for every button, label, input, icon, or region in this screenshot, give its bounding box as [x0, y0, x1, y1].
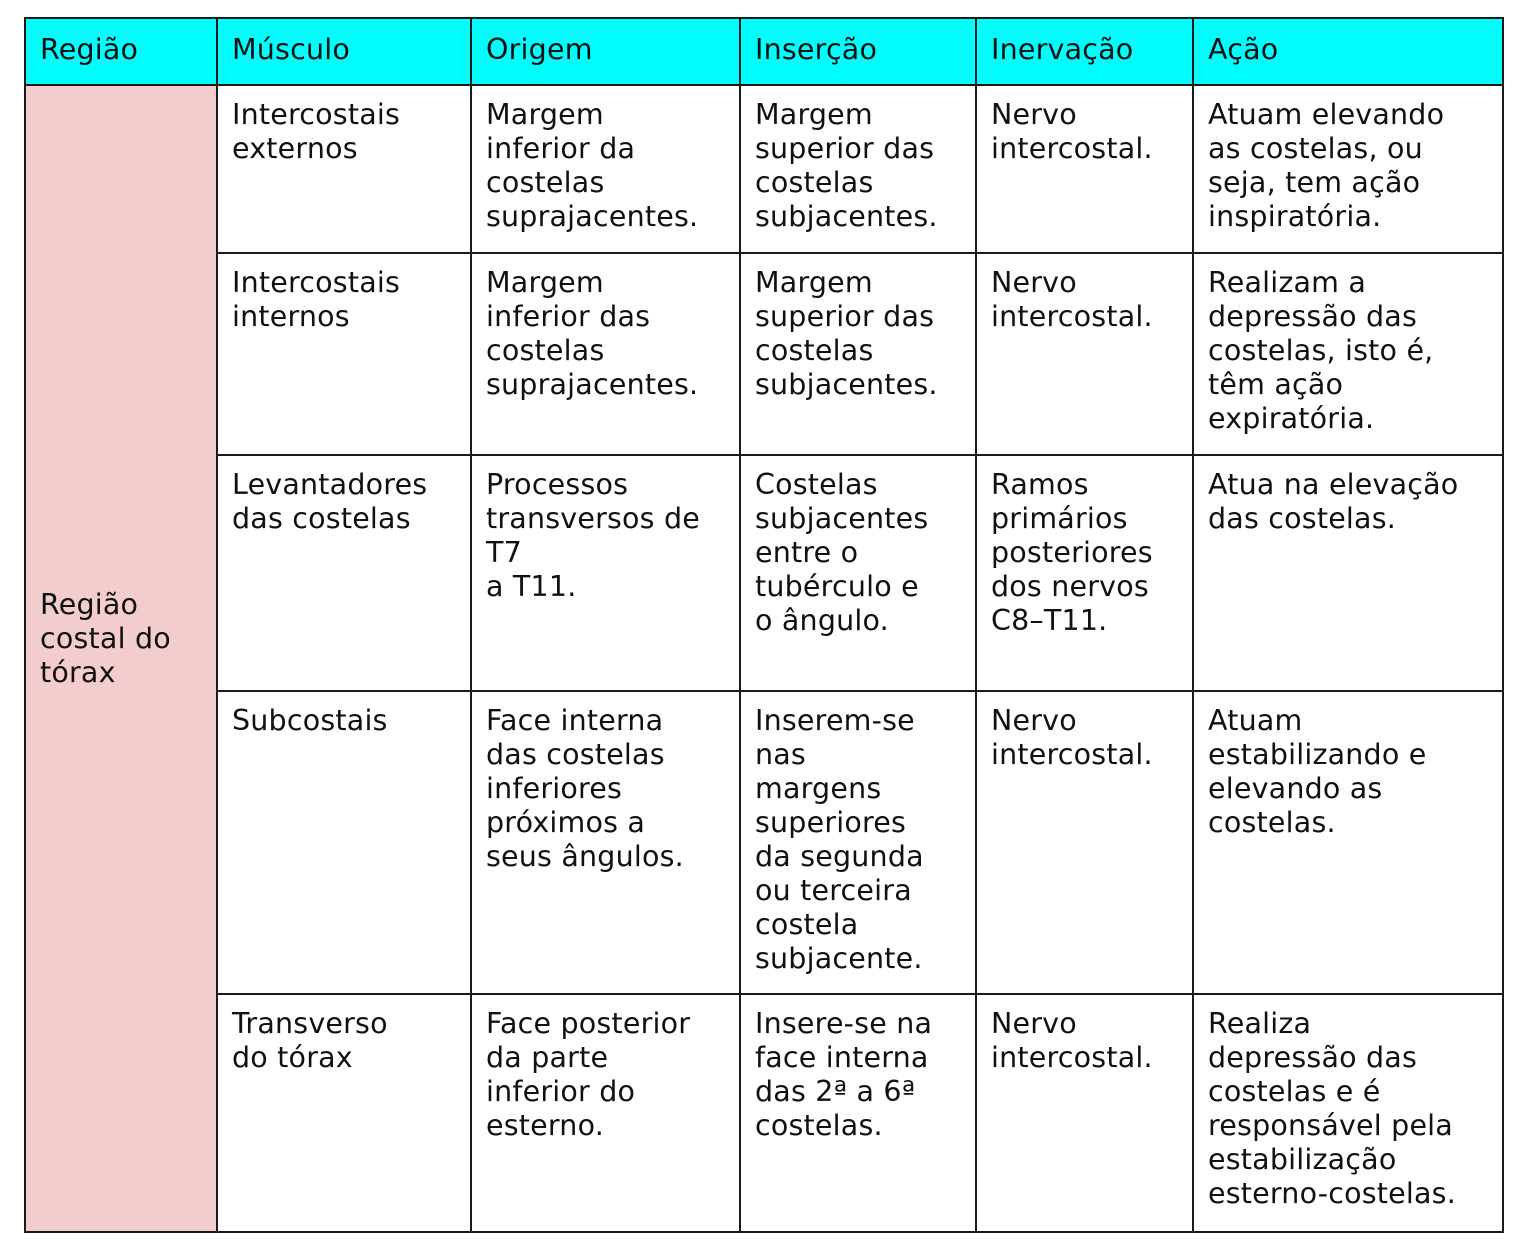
header-insercao: Inserção: [740, 18, 976, 85]
table-row: [25, 691, 1503, 994]
header-row: [25, 18, 1503, 85]
cell-musculo: Levantadores das costelas: [217, 455, 471, 691]
header-origem: Origem: [471, 18, 740, 85]
cell-inervacao: Nervo intercostal.: [976, 691, 1193, 994]
cell-acao: Atuam estabilizando e elevando as costelas.: [1193, 691, 1503, 994]
cell-musculo: Intercostais externos: [217, 85, 471, 253]
table-body: [25, 85, 1503, 1232]
cell-inervacao: Nervo intercostal.: [976, 994, 1193, 1232]
cell-origem: Processos transversos de T7 a T11.: [471, 455, 740, 691]
region-cell: [25, 85, 217, 1232]
cell-origem: Margem inferior da costelas suprajacentes.: [471, 85, 740, 253]
cell-origem: Face posterior da parte inferior do esterno.: [471, 994, 740, 1232]
region-label: Região costal do tórax: [40, 587, 171, 689]
table-row: [25, 455, 1503, 691]
cell-insercao: Inserem-se nas margens superiores da segunda ou terceira costela subjacente.: [740, 691, 976, 994]
cell-inervacao: Ramos primários posteriores dos nervos C8–T11.: [976, 455, 1193, 691]
table-row: [25, 85, 1503, 253]
cell-musculo: Transverso do tórax: [217, 994, 471, 1232]
cell-musculo: Subcostais: [217, 691, 471, 994]
cell-insercao: Costelas subjacentes entre o tubérculo e o ângulo.: [740, 455, 976, 691]
cell-acao: Realiza depressão das costelas e é responsável pela estabilização esterno-costelas.: [1193, 994, 1503, 1232]
table-row: [25, 253, 1503, 455]
cell-acao: Atua na elevação das costelas.: [1193, 455, 1503, 691]
header-inervacao: Inervação: [976, 18, 1193, 85]
muscle-table: [24, 17, 1504, 1233]
table-row: [25, 994, 1503, 1232]
cell-musculo: Intercostais internos: [217, 253, 471, 455]
cell-origem: Margem inferior das costelas suprajacentes.: [471, 253, 740, 455]
header-musculo: Músculo: [217, 18, 471, 85]
cell-insercao: Margem superior das costelas subjacentes.: [740, 85, 976, 253]
cell-origem: Face interna das costelas inferiores próximos a seus ângulos.: [471, 691, 740, 994]
cell-insercao: Insere-se na face interna das 2ª a 6ª costelas.: [740, 994, 976, 1232]
cell-acao: Atuam elevando as costelas, ou seja, tem ação inspiratória.: [1193, 85, 1503, 253]
table-header: [25, 18, 1503, 85]
cell-acao: Realizam a depressão das costelas, isto é, têm ação expiratória.: [1193, 253, 1503, 455]
cell-insercao: Margem superior das costelas subjacentes.: [740, 253, 976, 455]
header-acao: Ação: [1193, 18, 1503, 85]
cell-inervacao: Nervo intercostal.: [976, 85, 1193, 253]
header-regiao: Região: [25, 18, 217, 85]
cell-inervacao: Nervo intercostal.: [976, 253, 1193, 455]
